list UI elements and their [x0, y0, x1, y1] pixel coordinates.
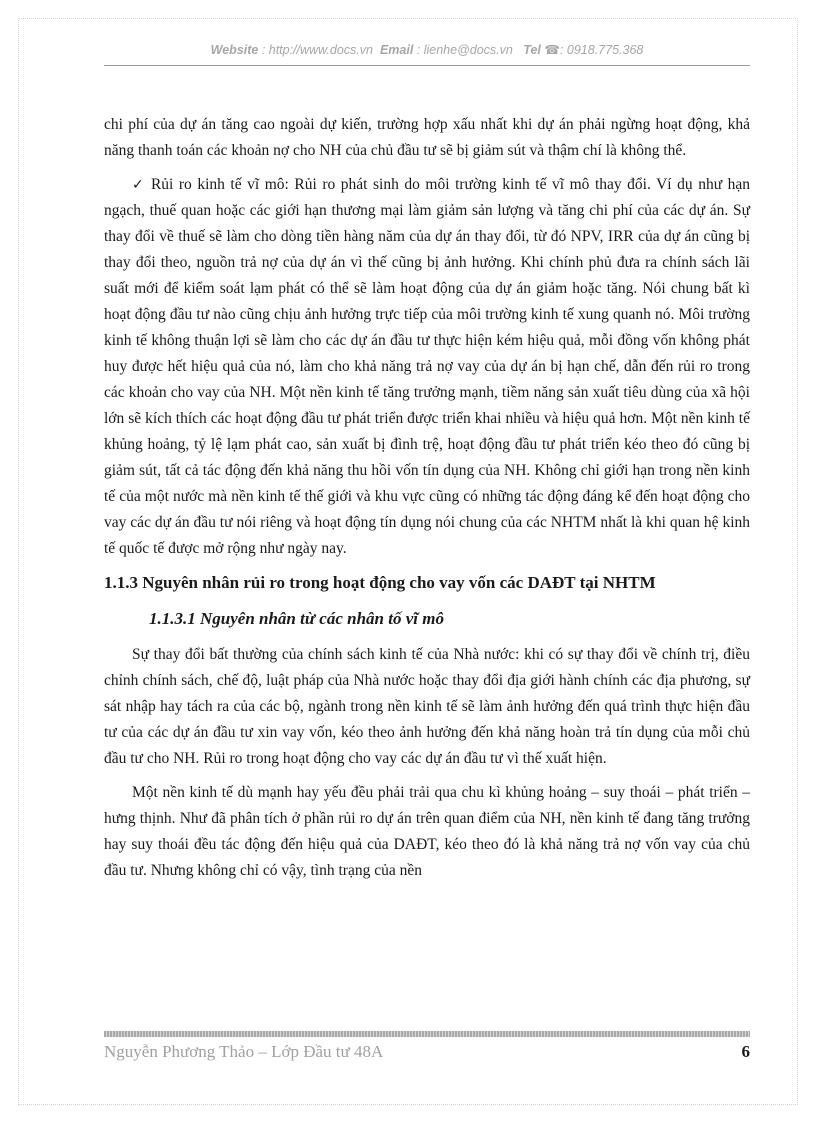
tel-value: : 0918.775.368	[559, 43, 644, 57]
tel-label: Tel	[523, 43, 541, 57]
paragraph-macro-risk	[104, 172, 750, 562]
page-header	[104, 42, 750, 57]
footer-rule	[104, 1031, 750, 1037]
paragraph-macro-risk-text: Rủi ro kinh tế vĩ mô: Rủi ro phát sinh do môi trường kinh tế vĩ mô thay đổi. Ví dụ như hạn ngạch, thuế quan hoặc các giới hạn thương mại làm giảm sản lượng và tăng chi phí của các dự án. Sự thay đổi về thuế sẽ làm cho dòng tiền hàng năm của dự án thay đổi, từ đó NPV, IRR của dự án cũng bị thay đổi theo, nguồn trả nợ của dự án vì thế cũng bị ảnh hưởng. Khi chính phủ đưa ra chính sách lãi suất mới để kiểm soát lạm phát có thể sẽ làm hoạt động của dự án giảm hoặc tăng. Nói chung bất kì hoạt động đầu tư nào cũng chịu ảnh hưởng trực tiếp của môi trường kinh tế xung quanh nó. Môi trường kinh tế không thuận lợi sẽ làm cho các dự án đầu tư thực hiện kém hiệu quả, mỗi đồng vốn không phát huy được hết hiệu quả của nó, làm cho khả năng trả nợ vay của dự án bị hạn chế, dẫn đến rủi ro trong các khoản cho vay của NH. Một nền kinh tế tăng trưởng mạnh, tiềm năng sản xuất tiêu dùng của xã hội lớn sẽ kích thích các hoạt động đầu tư phát triển được triển khai nhiều và hiệu quả hơn. Một nền kinh tế khủng hoảng, tỷ lệ lạm phát cao, sản xuất bị đình trệ, hoạt động đầu tư phát triển kéo theo đó cũng bị giảm sút, tất cả tác động đến khả năng thu hồi vốn tín dụng của NH. Không chỉ giới hạn trong nền kinh tế của một nước mà nền kinh tế thế giới và khu vực cũng có những tác động đáng kể đến hoạt động cho vay các dự án đầu tư nói riêng và hoạt động tín dụng nói chung của các NHTM nhất là khi quan hệ kinh tế quốc tế được mở rộng như ngày nay.	[104, 176, 751, 557]
phone-icon: ☎	[544, 43, 560, 57]
document-body	[104, 112, 750, 892]
section-heading-1-1-3: 1.1.3 Nguyên nhân rủi ro trong hoạt động cho vay vốn các DAĐT tại NHTM	[104, 573, 656, 592]
header-rule	[104, 65, 750, 66]
paragraph-continuation: chi phí của dự án tăng cao ngoài dự kiến, trường hợp xấu nhất khi dự án phải ngừng hoạt động, khả năng thanh toán các khoản nợ cho NH của chủ đầu tư sẽ bị giảm sút và thậm chí là không thể.	[104, 116, 750, 159]
website-label: Website	[210, 43, 259, 57]
footer-author: Nguyễn Phương Thảo – Lớp Đầu tư 48A	[104, 1042, 384, 1061]
email-link[interactable]: : lienhe@docs.vn	[416, 43, 513, 57]
checkmark-bullet-icon: ✓	[132, 177, 146, 193]
email-label: Email	[379, 43, 414, 57]
page-number: 6	[741, 1042, 750, 1061]
paragraph-policy-change: Sự thay đổi bất thường của chính sách kinh tế của Nhà nước: khi có sự thay đổi về chính trị, điều chỉnh chính sách, chế độ, luật pháp của Nhà nước hoặc thay đổi địa giới hành chính các địa phương, sự sát nhập hay tách ra của các bộ, ngành trong nền kinh tế sẽ làm ảnh hưởng đến quá trình thực hiện đầu tư của các dự án đầu tư xin vay vốn, kéo theo ảnh hưởng đến khả năng hoàn trả tín dụng của mỗi chủ đầu tư cho NH. Rủi ro trong hoạt động cho vay các dự án đầu tư vì thế xuất hiện.	[104, 646, 750, 767]
subsection-heading-1-1-3-1: 1.1.3.1 Nguyên nhân từ các nhân tố vĩ mô	[149, 609, 444, 628]
website-link[interactable]: : http://www.docs.vn	[261, 43, 373, 57]
paragraph-economic-cycle: Một nền kinh tế dù mạnh hay yếu đều phải trải qua chu kì khủng hoảng – suy thoái – phát triển – hưng thịnh. Như đã phân tích ở phần rủi ro dự án trên quan điểm của NH, nền kinh tế đang tăng trưởng hay suy thoái đều tác động đến hiệu quả của DAĐT, kéo theo đó là khả năng trả nợ vốn vay của chủ đầu tư. Nhưng không chỉ có vậy, tình trạng của nền	[104, 784, 750, 879]
